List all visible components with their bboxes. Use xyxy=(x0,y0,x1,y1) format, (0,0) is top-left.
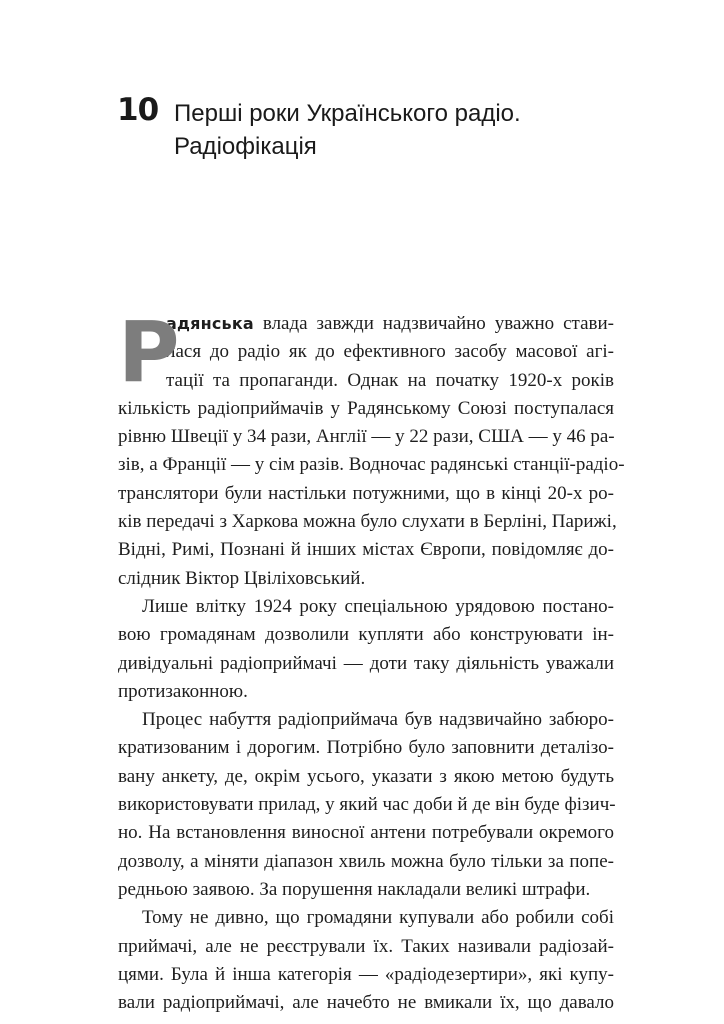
chapter-title-line-1: Перші роки Українського радіо. xyxy=(174,100,521,127)
drop-cap: Р xyxy=(118,303,180,401)
text-line: цями. Була й інша категорія — «радіодезертири», які купу- xyxy=(118,963,614,985)
text-line: вали радіоприймачі, але начебто не вмикали їх, що давало xyxy=(118,992,614,1014)
text-line xyxy=(118,310,614,338)
text-line: рівню Швеції у 34 рази, Англії — у 22 рази, США — у 46 ра- xyxy=(118,426,615,448)
chapter-title xyxy=(174,97,614,163)
text-line: дозволу, а міняти діапазон хвиль можна було тільки за попе- xyxy=(118,850,614,872)
lead-word: адянська xyxy=(166,314,254,333)
chapter-title-line-2: Радіофікація xyxy=(174,133,317,160)
text-line: лася до радіо як до ефективного засобу масової агі- xyxy=(166,341,614,363)
text-line: дивідуальні радіоприймачі — доти таку діяльність уважали xyxy=(118,652,614,674)
text-line: використовувати прилад, у який час доби й де він буде фізич- xyxy=(118,794,616,816)
text-line: зів, а Франції — у сім разів. Водночас радянські станції-радіо- xyxy=(118,454,625,476)
text-line: Відні, Римі, Познані й інших містах Європи, повідомляє до- xyxy=(118,539,614,561)
text-line: протизаконною. xyxy=(118,680,248,702)
text-line: кратизованим і дорогим. Потрібно було заповнити деталізо- xyxy=(118,737,614,759)
text-line: Лише влітку 1924 року спеціальною урядовою постано- xyxy=(142,595,614,617)
text-line: редньою заявою. За порушення накладали великі штрафи. xyxy=(118,878,591,900)
chapter-number: 10 xyxy=(117,92,159,128)
text-line: но. На встановлення виносної антени потребували окремого xyxy=(118,822,614,844)
text-line: Тому не дивно, що громадяни купували або робили собі xyxy=(142,907,614,929)
text-fragment: влада завжди надзвичайно уважно стави- xyxy=(253,313,614,334)
text-line: Процес набуття радіоприймача був надзвичайно забюро- xyxy=(142,709,614,731)
text-line: тації та пропаганди. Однак на початку 1920-х років xyxy=(166,369,614,391)
body-text xyxy=(118,303,625,1017)
text-line: слідник Віктор Цвіліховський. xyxy=(118,567,366,589)
text-line: транслятори були настільки потужними, що в кінці 20-х ро- xyxy=(118,482,614,504)
text-line: кількість радіоприймачів у Радянському Союзі поступалася xyxy=(118,397,614,419)
text-line: ків передачі з Харкова можна було слухати в Берліні, Парижі, xyxy=(118,511,617,533)
text-line: приймачі, але не реєстрували їх. Таких називали радіозай- xyxy=(118,935,614,957)
text-line: вою громадянам дозволили купляти або конструювати ін- xyxy=(118,624,614,646)
text-line: вану анкету, де, окрім усього, указати з якою метою будуть xyxy=(118,765,614,787)
